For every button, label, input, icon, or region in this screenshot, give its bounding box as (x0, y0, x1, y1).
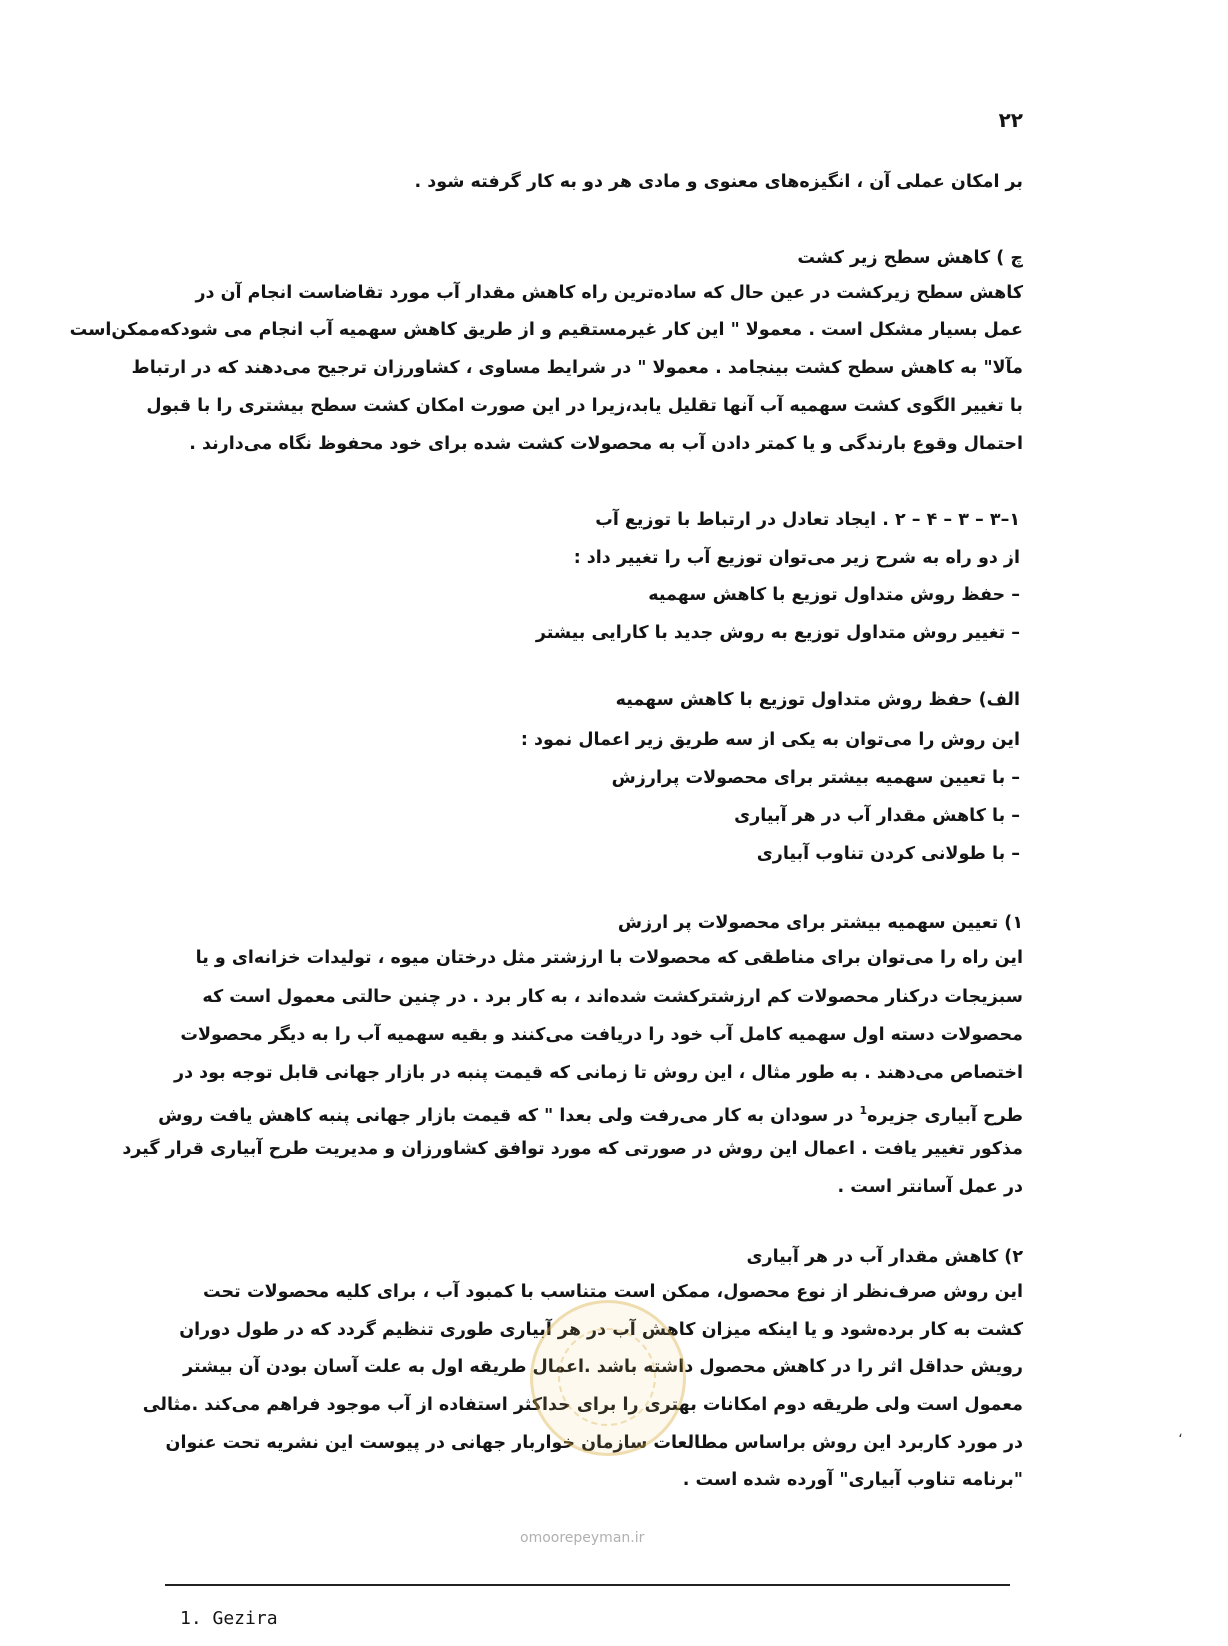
text-segment: در سودان به کار می‌رفت ولی بعدا " که قیمت بازار جهانی پنبه کاهش یافت روش (158, 1105, 854, 1126)
text-line: سبزیجات درکنار محصولات کم ارزشترکشت شده‌اند ، به کار برد . در چنین حالتی معمول است که (202, 987, 1023, 1007)
text-line: مذکور تغییر یافت . اعمال این روش در صورتی که مورد توافق کشاورزان و مدیریت طرح آبیاری قرار گیرد (122, 1139, 1023, 1159)
section-heading: الف) حفظ روش متداول توزیع با کاهش سهمیه (615, 690, 1020, 710)
list-item: – با تعیین سهمیه بیشتر برای محصولات پرارزش (611, 768, 1020, 788)
list-item: – با کاهش مقدار آب در هر آبیاری (734, 806, 1020, 826)
footnote-divider (165, 1584, 1010, 1586)
text-line: در مورد کاربرد این روش براساس مطالعات سازمان خواربار جهانی در پیوست این نشریه تحت عنوان (165, 1433, 1023, 1453)
text-line: این راه را می‌توان برای مناطقی که محصولات با ارزشتر مثل درختان میوه ، تولیدات خزانه‌ای و یا (195, 948, 1023, 968)
text-line: این روش را می‌توان به یکی از سه طریق زیر اعمال نمود : (520, 730, 1020, 750)
text-line: کاهش سطح زیرکشت در عین حال که ساده‌ترین راه کاهش مقدار آب مورد تقاضاست انجام آن در (195, 283, 1023, 303)
text-line: این روش صرف‌نظر از نوع محصول، ممکن است متناسب با کمبود آب ، برای کلیه محصولات تحت (203, 1282, 1023, 1302)
footnote: 1. Gezira (180, 1608, 278, 1629)
text-line: عمل بسیار مشکل است . معمولا " این کار غیرمستقیم و از طریق کاهش سهمیه آب انجام می شودکه‌ممکن‌است (69, 320, 1023, 340)
watermark-url: omoorepeyman.ir (520, 1530, 645, 1546)
text-line: رویش حداقل اثر را در کاهش محصول داشته باشد .اعمال طریقه اول به علت آسان بودن آن بیشتر (183, 1357, 1023, 1377)
text-line: معمول است ولی طریقه دوم امکانات بهتری را برای حداکثر استفاده از آب موجود فراهم می‌کند .مثالی (142, 1395, 1023, 1415)
watermark-seal-inner (558, 1328, 656, 1426)
list-item: – با طولانی کردن تناوب آبیاری (756, 844, 1020, 864)
text-line: احتمال وقوع بارندگی و یا کمتر دادن آب به محصولات کشت شده برای خود محفوظ نگاه می‌دارند . (189, 434, 1023, 454)
footnote-reference: 1 (859, 1104, 868, 1117)
text-line (158, 1099, 1023, 1128)
margin-mark: ، (1178, 1425, 1183, 1441)
text-line: مآلا" به کاهش سطح کشت بینجامد . معمولا " در شرایط مساوی ، کشاورزان ترجیح می‌دهند که در ارتباط (131, 358, 1023, 378)
text-line: در عمل آسانتر است . (837, 1177, 1023, 1197)
text-line: کشت به کار برده‌شود و یا اینکه میزان کاهش آب در هر آبیاری طوری تنظیم گردد که در طول دوران (179, 1320, 1023, 1340)
watermark-seal (530, 1300, 686, 1456)
text-segment: طرح آبیاری جزیره (867, 1105, 1023, 1126)
text-line: بر امکان عملی آن ، انگیزه‌های معنوی و مادی هر دو به کار گرفته شود . (414, 172, 1023, 192)
section-heading: چ ) کاهش سطح زیر کشت (797, 248, 1023, 268)
section-heading: ۱) تعیین سهمیه بیشتر برای محصولات پر ارزش (617, 913, 1023, 933)
text-line: با تغییر الگوی کشت سهمیه آب آنها تقلیل یابد،زیرا در این صورت امکان کشت سطح بیشتری را با قبول (146, 396, 1023, 416)
text-line: از دو راه به شرح زیر می‌توان توزیع آب را تغییر داد : (573, 548, 1020, 568)
text-line: "برنامه تناوب آبیاری" آورده شده است . (682, 1470, 1023, 1490)
page-number: ۲۲ (998, 108, 1023, 132)
list-item: – تغییر روش متداول توزیع به روش جدید با کارایی بیشتر (535, 623, 1020, 643)
section-heading: ۲) کاهش مقدار آب در هر آبیاری (746, 1247, 1023, 1267)
subsection-heading: ۱–۳ – ۳ – ۴ – ۲ . ایجاد تعادل در ارتباط با توزیع آب (595, 510, 1020, 530)
text-line: محصولات دسته اول سهمیه کامل آب خود را دریافت می‌کنند و بقیه سهمیه آب را به دیگر محصولات (180, 1025, 1023, 1045)
text-line: اختصاص می‌دهند . به طور مثال ، این روش تا زمانی که قیمت پنبه در بازار جهانی قابل توجه بود در (174, 1063, 1023, 1083)
list-item: – حفظ روش متداول توزیع با کاهش سهمیه (648, 585, 1020, 605)
